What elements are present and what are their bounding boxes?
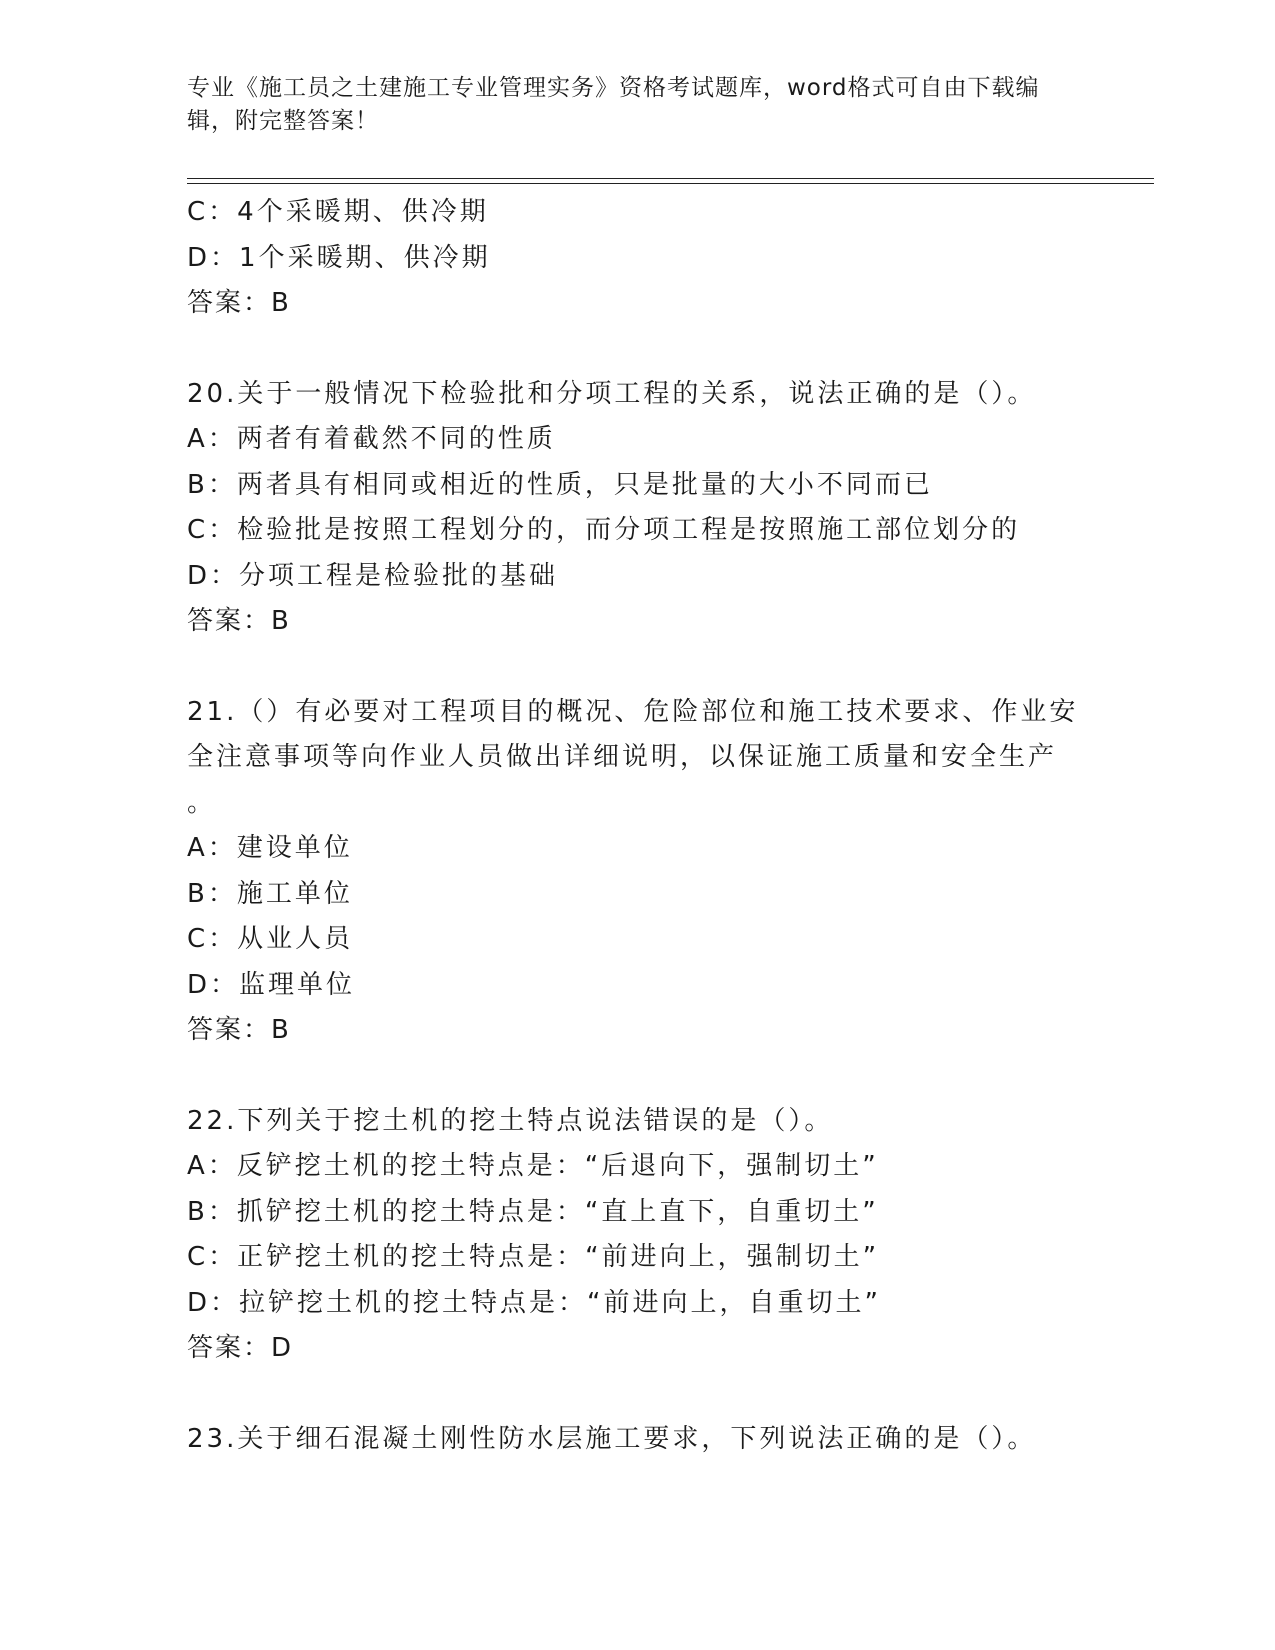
option-b: B：两者具有相同或相近的性质，只是批量的大小不同而已 xyxy=(187,469,933,500)
question-list xyxy=(187,190,1087,1462)
option-b: B：施工单位 xyxy=(187,878,353,909)
option-d: D：分项工程是检验批的基础 xyxy=(187,560,559,591)
option-c: C：从业人员 xyxy=(187,924,354,954)
answer-line: 答案：D xyxy=(187,1333,294,1363)
option-c: C：检验批是按照工程划分的，而分项工程是按照施工部位划分的 xyxy=(187,515,1021,545)
header-divider-bottom xyxy=(187,183,1154,184)
option-d: D：拉铲挖土机的挖土特点是：“前进向上，自重切土” xyxy=(187,1287,881,1318)
document-header: 专业《施工员之土建施工专业管理实务》资格考试题库，word格式可自由下载编辑，附完整答案！ xyxy=(187,75,1040,134)
header-divider-top xyxy=(187,178,1154,179)
option-d: D：1个采暖期、供冷期 xyxy=(187,242,491,273)
question-stem-line-3: 。 xyxy=(187,787,217,818)
answer-line: 答案：B xyxy=(187,1015,291,1045)
question-stem: 20.关于一般情况下检验批和分项工程的关系，说法正确的是（）。 xyxy=(187,378,1037,409)
question-stem: 23.关于细石混凝土刚性防水层施工要求，下列说法正确的是（）。 xyxy=(187,1423,1037,1454)
option-c: C：正铲挖土机的挖土特点是：“前进向上，强制切土” xyxy=(187,1242,880,1272)
answer-line: 答案：B xyxy=(187,606,291,636)
option-c: C：4个采暖期、供冷期 xyxy=(187,197,489,227)
answer-line: 答案：B xyxy=(187,288,291,318)
question-22 xyxy=(187,1099,1087,1372)
question-20 xyxy=(187,372,1087,645)
question-stem-line-2: 全注意事项等向作业人员做出详细说明，以保证施工质量和安全生产 xyxy=(187,742,1058,772)
option-a: A：建设单位 xyxy=(187,833,353,863)
question-stem-line-1: 21.（）有必要对工程项目的概况、危险部位和施工技术要求、作业安 xyxy=(187,696,1079,727)
question-stem: 22.下列关于挖土机的挖土特点说法错误的是（）。 xyxy=(187,1105,834,1136)
option-b: B：抓铲挖土机的挖土特点是：“直上直下，自重切土” xyxy=(187,1196,879,1227)
question-23 xyxy=(187,1417,1087,1463)
option-a: A：反铲挖土机的挖土特点是：“后退向下，强制切土” xyxy=(187,1151,879,1181)
option-d: D：监理单位 xyxy=(187,969,356,1000)
option-a: A：两者有着截然不同的性质 xyxy=(187,424,556,454)
question-19-tail xyxy=(187,190,1087,327)
question-21 xyxy=(187,690,1087,1054)
